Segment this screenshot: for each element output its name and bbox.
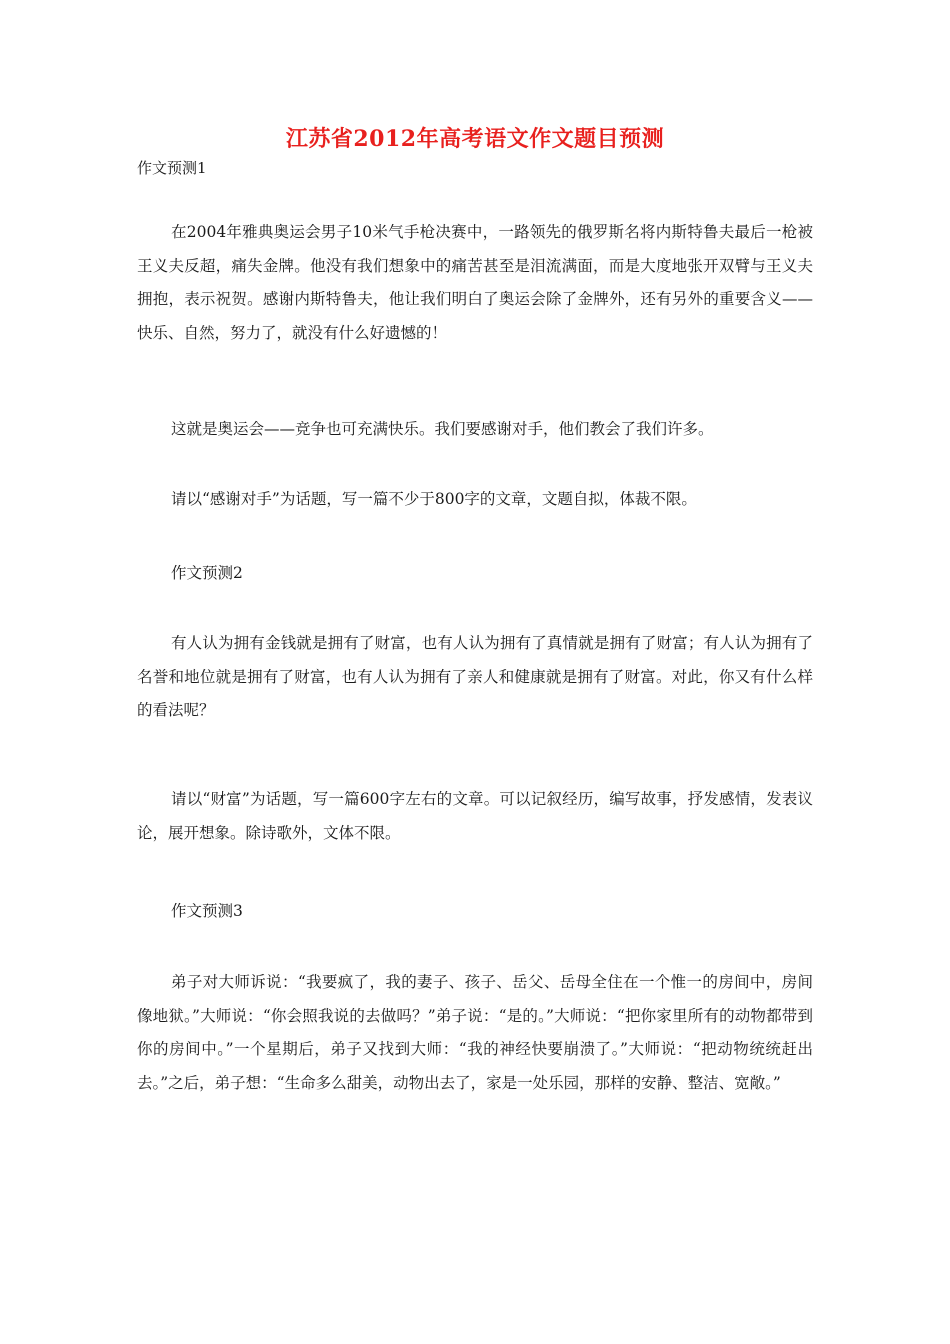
section-2-paragraph-2: 请以“财富”为话题，写一篇600字左右的文章。可以记叙经历，编写故事，抒发感情，发表议论，展开想象。除诗歌外，文体不限。 [137,790,813,842]
section-label-2: 作文预测2 [171,564,243,582]
section-2-paragraph-1: 有人认为拥有金钱就是拥有了财富，也有人认为拥有了真情就是拥有了财富；有人认为拥有了名誉和地位就是拥有了财富，也有人认为拥有了亲人和健康就是拥有了财富。对此，你又有什么样的看法呢？ [137,634,813,719]
section-1-paragraph-3: 请以“感谢对手”为话题，写一篇不少于800字的文章，文题自拟，体裁不限。 [171,490,697,508]
section-3-paragraph-1: 弟子对大师诉说：“我要疯了，我的妻子、孩子、岳父、岳母全住在一个惟一的房间中，房间像地狱。”大师说：“你会照我说的去做吗？”弟子说：“是的。”大师说：“把你家里所有的动物都带到你的房间中。”一个星期后，弟子又找到大师：“我的神经快要崩溃了。”大师说：“把动物统统赶出去。”之后，弟子想：“生命多么甜美，动物出去了，家是一处乐园，那样的安静、整洁、宽敞。” [137,973,813,1092]
section-1-paragraph-2: 这就是奥运会——竞争也可充满快乐。我们要感谢对手，他们教会了我们许多。 [171,420,714,438]
document-title: 江苏省2012年高考语文作文题目预测 [285,126,665,152]
section-label-3: 作文预测3 [171,902,243,920]
section-1-paragraph-1: 在2004年雅典奥运会男子10米气手枪决赛中，一路领先的俄罗斯名将内斯特鲁夫最后一枪被王义夫反超，痛失金牌。他没有我们想象中的痛苦甚至是泪流满面，而是大度地张开双臂与王义夫拥抱，表示祝贺。感谢内斯特鲁夫，他让我们明白了奥运会除了金牌外，还有另外的重要含义——快乐、自然，努力了，就没有什么好遗憾的！ [137,223,813,342]
section-label-1: 作文预测1 [137,159,207,177]
